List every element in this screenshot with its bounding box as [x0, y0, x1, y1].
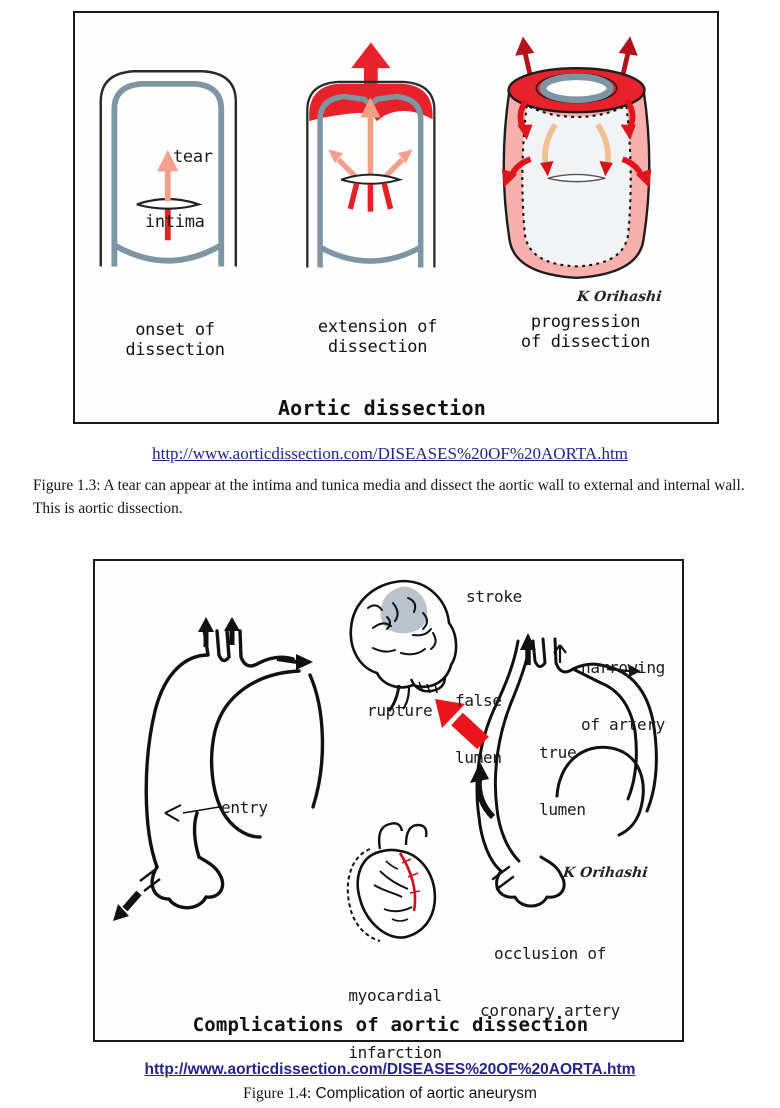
- entry-label: entry: [221, 798, 268, 817]
- progression-label: progression of dissection: [520, 312, 651, 352]
- url-link-2[interactable]: http://www.aorticdissection.com/DISEASES%20OF%20AORTA.htm: [144, 1061, 636, 1078]
- figure-caption-1-prefix: Figure 1.3:: [33, 477, 101, 494]
- figure2-title: Complications of aortic dissection: [192, 1014, 589, 1036]
- rupture-label: rupture: [367, 701, 433, 720]
- figure-caption-2-text: Complication of aortic aneurysm: [311, 1085, 537, 1102]
- figure-caption-2: [0, 1084, 780, 1103]
- vessel-extension-illustration: [300, 27, 460, 283]
- onset-label: onset of dissection: [125, 320, 225, 360]
- myocardial-infarction-label: myocardial infarction: [348, 986, 442, 1062]
- tear-label: tear: [173, 147, 213, 167]
- false-lumen-label: false lumen: [455, 691, 502, 767]
- url-link-1[interactable]: http://www.aorticdissection.com/DISEASES%20OF%20AORTA.htm: [152, 444, 628, 463]
- figure-caption-1: [33, 474, 757, 520]
- extension-label: extension of dissection: [317, 317, 438, 357]
- narrowing-of-artery-label: narrowing of artery: [581, 658, 665, 734]
- heart-illustration: [340, 819, 450, 954]
- figure-box-aortic-dissection: [73, 11, 719, 424]
- intima-label: intima: [145, 212, 205, 232]
- figure-box-complications: [93, 559, 684, 1062]
- occlusion-label: occlusion of coronary artery: [480, 944, 620, 1020]
- aorta-entry-illustration: [107, 617, 322, 947]
- figure1-title: Aortic dissection: [277, 396, 487, 420]
- stroke-label: stroke: [466, 587, 522, 606]
- vessel-progression-illustration: [498, 33, 656, 291]
- author-signature-2: K Orihashi: [562, 865, 649, 881]
- figure-caption-1-text: A tear can appear at the intima and tunica media and dissect the aortic wall to external and internal wall. This is aortic dissection.: [33, 477, 745, 517]
- figure-caption-2-prefix: Figure 1.4:: [243, 1085, 312, 1102]
- true-lumen-label: true lumen: [539, 743, 586, 819]
- author-signature-1: K Orihashi: [576, 289, 663, 305]
